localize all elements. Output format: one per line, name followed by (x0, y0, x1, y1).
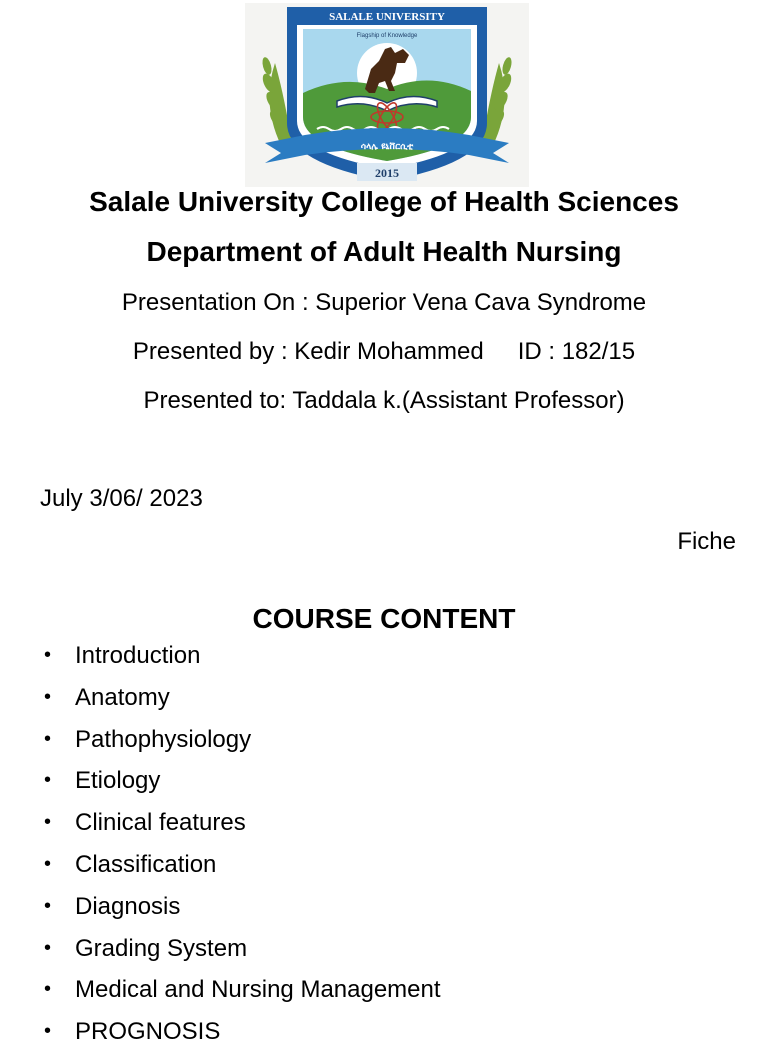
bullet-icon: • (44, 936, 52, 959)
list-item-label: Introduction (75, 642, 201, 669)
list-item-label: Diagnosis (75, 892, 181, 920)
list-item (0, 760, 441, 802)
logo-top-text: SALALE UNIVERSITY (329, 11, 445, 23)
presenter-name: Presented by : Kedir Mohammed (132, 338, 484, 365)
logo-year: 2015 (375, 166, 399, 180)
presentation-topic: Presentation On : Superior Vena Cava Syndrome (121, 289, 647, 316)
course-content-list (0, 635, 441, 1053)
list-item (0, 719, 441, 761)
list-item (0, 802, 441, 844)
logo-arc-text: Flagship of Knowledge (356, 33, 418, 39)
bullet-icon: • (44, 727, 52, 750)
presentation-date: July 3/06/ 2023 (40, 485, 203, 512)
college-title: Salale University College of Health Sciences (89, 186, 679, 217)
logo-ribbon-text: ሳላሌ ዩኒቨርሲቲ (360, 142, 414, 152)
presentation-place: Fiche (677, 528, 736, 555)
list-item-label: Classification (75, 850, 217, 878)
course-content-heading: COURSE CONTENT (252, 603, 516, 634)
list-item (0, 1011, 441, 1053)
university-emblem (245, 3, 529, 187)
presenter-line (0, 338, 768, 366)
presenter-id: ID : 182/15 (517, 338, 636, 365)
presented-to: Presented to: Taddala k.(Assistant Professor) (143, 387, 625, 414)
list-item-label: Etiology (75, 767, 161, 795)
list-item-label: Anatomy (75, 683, 170, 711)
list-item (0, 969, 441, 1011)
bullet-icon: • (44, 644, 52, 666)
bullet-icon: • (44, 685, 52, 708)
bullet-icon: • (44, 894, 52, 917)
university-logo (245, 3, 529, 187)
bullet-icon: • (44, 978, 52, 1001)
list-item-label: Pathophysiology (75, 725, 252, 753)
list-item (0, 844, 441, 886)
bullet-icon: • (44, 1020, 52, 1043)
bullet-icon: • (44, 852, 52, 875)
list-item-label: Clinical features (75, 809, 246, 837)
list-item (0, 886, 441, 928)
list-item-label: Grading System (75, 934, 248, 962)
list-item-label: PROGNOSIS (75, 1018, 221, 1046)
bullet-icon: • (44, 811, 52, 834)
list-item (0, 635, 441, 677)
department-title: Department of Adult Health Nursing (146, 236, 622, 267)
bullet-icon: • (44, 769, 52, 792)
list-item (0, 677, 441, 719)
list-item-label: Medical and Nursing Management (75, 976, 441, 1004)
list-item (0, 928, 441, 970)
